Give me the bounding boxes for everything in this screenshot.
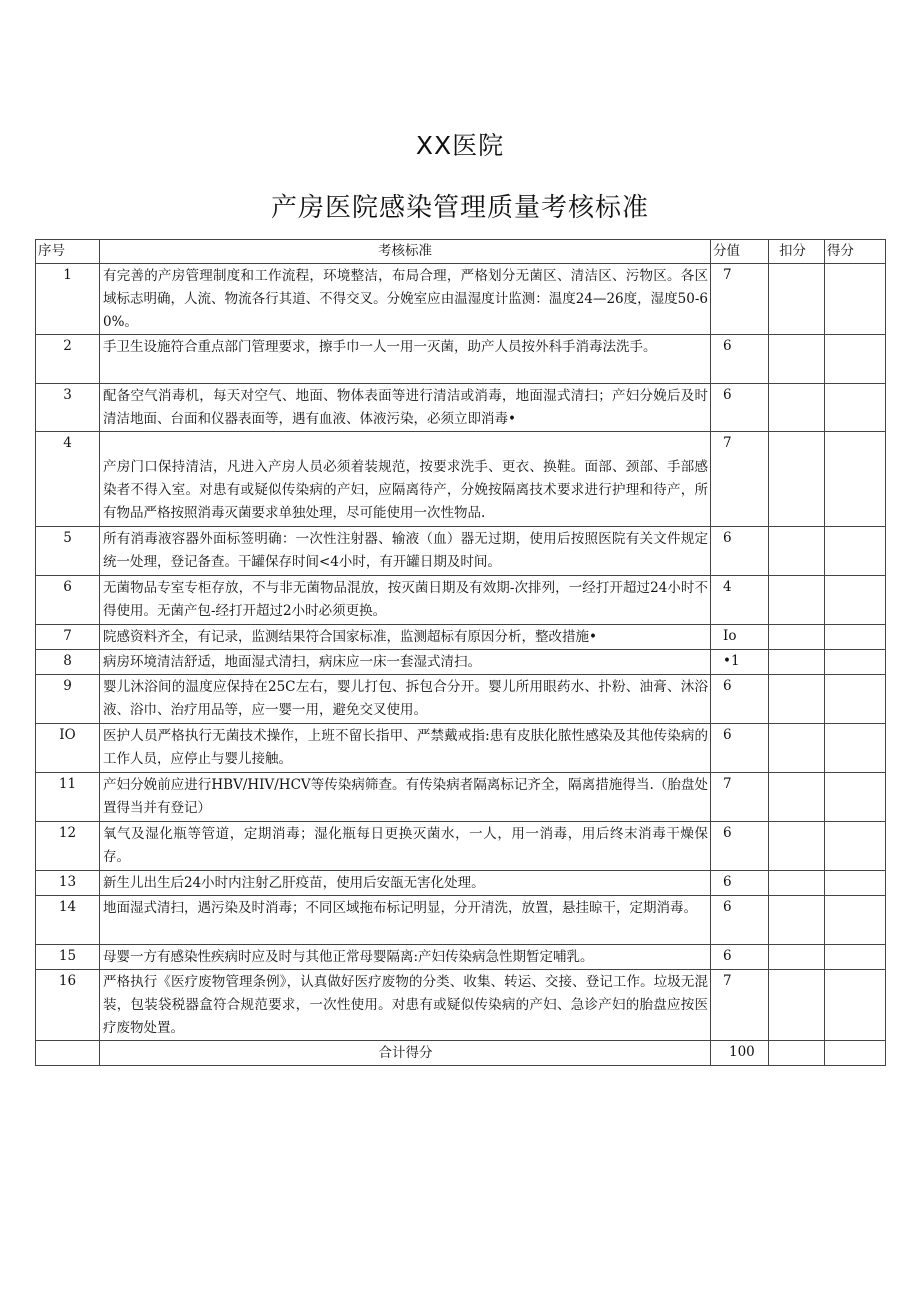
total-obtained-cell [825,1041,886,1066]
row-deduction-cell [769,871,825,896]
table-row [36,335,886,384]
row-deduction-cell [769,576,825,625]
table-row [36,773,886,822]
total-number-cell [36,1041,100,1066]
row-deduction-cell [769,945,825,970]
row-number: 1 [36,264,100,335]
row-score: 7 [711,773,769,822]
row-standard: 手卫生设施符合重点部门管理要求，擦手巾一人一用一灭菌，助产人员按外科手消毒法洗手。 [100,335,711,384]
column-header-number: 序号 [36,240,100,264]
row-number: 9 [36,675,100,724]
row-deduction-cell [769,650,825,675]
row-number: 3 [36,384,100,432]
row-standard-cell [100,432,711,527]
row-score: 6 [711,384,769,432]
row-obtained-cell [825,432,886,527]
row-standard: 婴儿沐浴间的温度应保持在25C左右，婴儿打包、拆包合分开。婴儿所用眼药水、扑粉、油膏、沐浴液、浴巾、治疗用品等，应一婴一用，避免交叉使用。 [100,675,711,724]
row-score: 6 [711,724,769,773]
row-score: 6 [711,822,769,871]
row-obtained-cell [825,625,886,650]
total-score: 100 [711,1041,769,1066]
row-number: 14 [36,896,100,945]
blank-line [103,433,708,456]
row-obtained-cell [825,675,886,724]
table-row [36,724,886,773]
row-obtained-cell [825,527,886,576]
row-obtained-cell [825,970,886,1041]
row-standard: 产房门口保持清洁，凡进入产房人员必须着装规范，按要求洗手、更衣、换鞋。面部、颈部、手部感染者不得入室。对患有或疑似传染病的产妇，应隔离待产，分娩按隔离技术要求进行护理和待产，所有物品严格按照消毒灭菌要求单独处理，尽可能使用一次性物品. [103,459,708,521]
table-row [36,675,886,724]
row-standard: 新生儿出生后24小时内注射乙肝疫苗，使用后安瓿无害化处理。 [100,871,711,896]
table-row [36,264,886,335]
row-deduction-cell [769,675,825,724]
row-obtained-cell [825,822,886,871]
row-obtained-cell [825,650,886,675]
row-deduction-cell [769,970,825,1041]
row-obtained-cell [825,896,886,945]
row-score: 6 [711,945,769,970]
row-standard: 配备空气消毒机，每天对空气、地面、物体表面等进行清洁或消毒，地面湿式清扫；产妇分娩后及时清洁地面、台面和仪器表面等，遇有血液、体液污染，必须立即消毒• [100,384,711,432]
row-score: 7 [711,970,769,1041]
row-obtained-cell [825,384,886,432]
row-standard: 病房环境清洁舒适，地面湿式清扫，病床应一床一套湿式清扫。 [100,650,711,675]
table-row [36,384,886,432]
row-score: •1 [711,650,769,675]
table-total-row [36,1041,886,1066]
row-standard: 有完善的产房管理制度和工作流程，环境整洁，布局合理，严格划分无菌区、清洁区、污物区。各区域标志明确，人流、物流各行其道、不得交叉。分娩室应由温湿度计监测：温度24—26度，湿度50-60%。 [100,264,711,335]
table-row [36,527,886,576]
row-standard: 院感资料齐全，有记录，监测结果符合国家标准，监测超标有原因分析，整改措施• [100,625,711,650]
table-row [36,945,886,970]
table-header-row [36,240,886,264]
row-number: 8 [36,650,100,675]
table-row [36,896,886,945]
row-number: 15 [36,945,100,970]
row-deduction-cell [769,432,825,527]
row-score: Io [711,625,769,650]
column-header-standard: 考核标准 [100,240,711,264]
row-standard: 无菌物品专室专柜存放，不与非无菌物品混放，按灭菌日期及有效期-次排列，一经打开超过24小时不得使用。无菌产包-经打开超过2小时必须更换。 [100,576,711,625]
table-row [36,871,886,896]
row-score: 7 [711,432,769,527]
row-number: 6 [36,576,100,625]
row-score: 4 [711,576,769,625]
row-standard: 所有消毒液容器外面标签明确：一次性注射器、输液（血）器无过期，使用后按照医院有关文件规定统一处理，登记备查。干罐保存时间<4小时，有开罐日期及时间。 [100,527,711,576]
row-deduction-cell [769,773,825,822]
row-obtained-cell [825,724,886,773]
row-obtained-cell [825,335,886,384]
assessment-table [35,239,886,1066]
row-number: 11 [36,773,100,822]
row-deduction-cell [769,384,825,432]
row-number: 13 [36,871,100,896]
row-obtained-cell [825,576,886,625]
row-number: 4 [36,432,100,527]
table-row [36,576,886,625]
row-obtained-cell [825,945,886,970]
row-score: 6 [711,675,769,724]
row-score: 6 [711,896,769,945]
column-header-deduction: 扣分 [769,240,825,264]
row-score: 6 [711,335,769,384]
column-header-score: 分值 [711,240,769,264]
row-deduction-cell [769,896,825,945]
row-number: 5 [36,527,100,576]
row-deduction-cell [769,335,825,384]
page-title: 产房医院感染管理质量考核标准 [270,193,649,223]
hospital-name: XX医院 [415,131,505,160]
row-deduction-cell [769,527,825,576]
row-score: 7 [711,264,769,335]
table-row [36,625,886,650]
row-deduction-cell [769,625,825,650]
row-standard: 母婴一方有感染性疾病时应及时与其他正常母婴隔离:产妇传染病急性期暂定哺乳。 [100,945,711,970]
row-score: 6 [711,871,769,896]
row-obtained-cell [825,871,886,896]
row-obtained-cell [825,773,886,822]
table-row [36,822,886,871]
row-deduction-cell [769,822,825,871]
row-standard: 严格执行《医疗废物管理条例》，认真做好医疗废物的分类、收集、转运、交接、登记工作。垃圾无混装，包装袋税器盒符合规范要求，一次性使用。对患有或疑似传染病的产妇、急诊产妇的胎盘应按医疗废物处置。 [100,970,711,1041]
total-label: 合计得分 [100,1041,711,1066]
row-standard: 产妇分娩前应进行HBV/HIV/HCV等传染病筛查。有传染病者隔离标记齐全，隔离措施得当.（胎盘处置得当并有登记） [100,773,711,822]
row-number: 7 [36,625,100,650]
row-number: 2 [36,335,100,384]
total-deduction-cell [769,1041,825,1066]
row-number: 12 [36,822,100,871]
row-standard: 医护人员严格执行无菌技术操作，上班不留长指甲、严禁戴戒指:患有皮肤化脓性感染及其他传染病的工作人员，应停止与婴儿接触。 [100,724,711,773]
row-standard: 氧气及湿化瓶等管道，定期消毒；湿化瓶每日更换灭菌水，一人，用一消毒，用后终末消毒干燥保存。 [100,822,711,871]
table-row [36,432,886,527]
row-deduction-cell [769,724,825,773]
row-number: IO [36,724,100,773]
row-standard: 地面湿式清扫，遇污染及时消毒；不同区域拖布标记明显，分开清洗，放置，悬挂晾干，定期消毒。 [100,896,711,945]
table-row [36,650,886,675]
row-obtained-cell [825,264,886,335]
table-row [36,970,886,1041]
row-score: 6 [711,527,769,576]
column-header-obtained: 得分 [825,240,886,264]
row-number: 16 [36,970,100,1041]
row-deduction-cell [769,264,825,335]
